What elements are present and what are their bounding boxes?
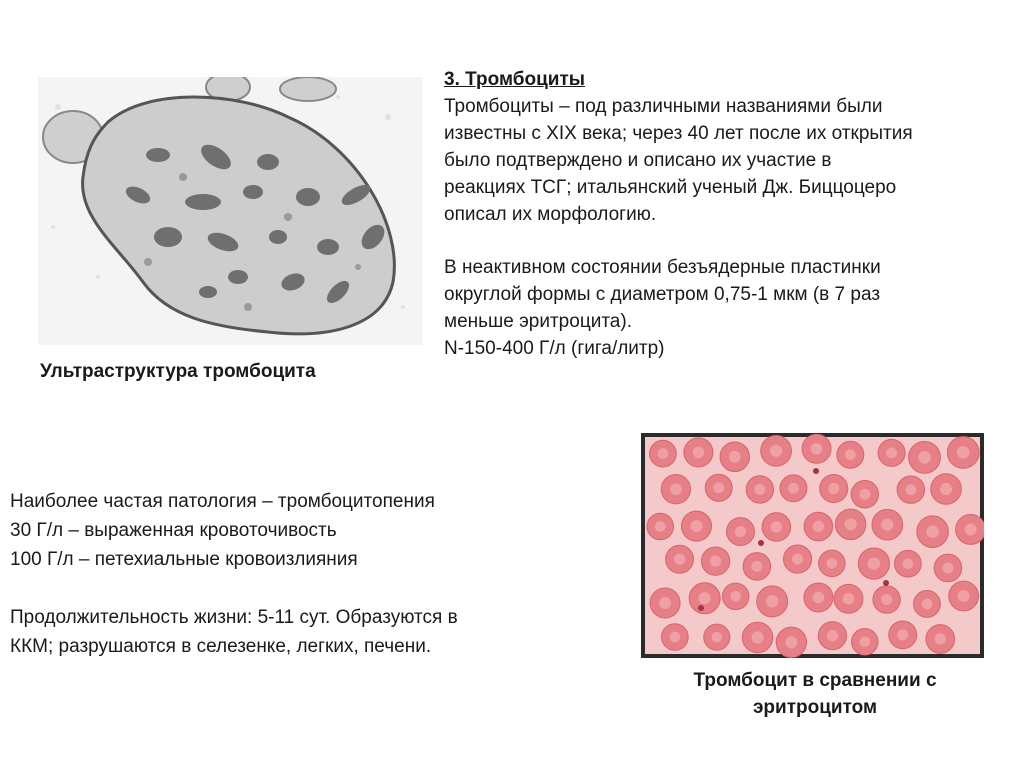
erythrocyte-center (751, 561, 762, 572)
erythrocyte-center (693, 447, 705, 459)
erythrocyte-center (828, 483, 839, 494)
erythrocyte-center (926, 525, 939, 538)
description-line: В неактивном состоянии безъядерные пластинки (444, 257, 881, 278)
erythrocyte-center (751, 631, 763, 643)
erythrocyte-center (729, 451, 741, 463)
erythrocyte-center (903, 558, 914, 569)
erythrocyte-center (659, 597, 671, 609)
erythrocyte-center (868, 557, 880, 569)
erythrocyte-center (881, 519, 893, 531)
platelet (813, 468, 819, 474)
description-line: меньше эритроцита). (444, 311, 632, 332)
intro-line: было подтверждено и описано их участие в (444, 150, 832, 171)
erythrocyte-center (922, 599, 933, 610)
erythrocyte-center (698, 592, 710, 604)
pathology-line: 30 Г/л – выраженная кровоточивость (10, 520, 337, 541)
erythrocyte-center (770, 445, 782, 457)
erythrocyte-center (958, 590, 970, 602)
erythrocyte-center (813, 592, 825, 604)
erythrocyte-center (674, 554, 685, 565)
erythrocyte-center (843, 593, 855, 605)
ultrastructure-caption: Ультраструктура тромбоцита (40, 361, 316, 382)
description-line: округлой формы с диаметром 0,75-1 мкм (в 7 раз (444, 284, 881, 305)
intro-line: описал их морфологию. (444, 204, 657, 225)
caption-line: Тромбоцит в сравнении с (693, 670, 937, 691)
erythrocyte-center (713, 482, 724, 493)
erythrocyte-center (940, 483, 952, 495)
platelet (883, 580, 889, 586)
erythrocyte-center (670, 632, 681, 643)
erythrocyte-center (766, 595, 778, 607)
section-heading: 3. Тромбоциты (444, 69, 586, 90)
erythrocyte-center (658, 448, 669, 459)
erythrocyte-center (845, 518, 857, 530)
clinical-notes (10, 487, 630, 661)
erythrocyte-center (918, 451, 931, 464)
erythrocyte-center (690, 520, 702, 532)
erythrocyte-center (845, 449, 856, 460)
erythrocyte-center (811, 443, 823, 455)
erythrocyte-center (827, 558, 838, 569)
erythrocyte-center (859, 637, 870, 648)
erythrocyte-center (942, 562, 953, 573)
erythrocyte-center (905, 484, 916, 495)
platelet-ultrastructure-image (38, 77, 423, 345)
erythrocyte-center (712, 632, 722, 642)
platelet-description (444, 66, 1024, 362)
intro-line: известны с XIX века; через 40 лет после их открытия (444, 123, 913, 144)
platelet (758, 540, 764, 546)
pathology-line: 100 Г/л – петехиальные кровоизлияния (10, 549, 358, 570)
lifespan-line: ККМ; разрушаются в селезенке, легких, печени. (10, 636, 432, 657)
pathology-line: Наиболее частая патология – тромбоцитопения (10, 491, 435, 512)
caption-line: эритроцитом (752, 697, 878, 718)
erythrocyte-center (859, 489, 870, 500)
erythrocyte-center (935, 633, 946, 644)
intro-line: реакциях ТСГ; итальянский ученый Дж. Биццоцеро (444, 177, 897, 198)
erythrocyte-center (813, 521, 824, 532)
erythrocyte-center (670, 483, 682, 495)
erythrocyte-center (957, 446, 970, 459)
erythrocyte-center (788, 483, 799, 494)
erythrocyte-center (827, 630, 838, 641)
lifespan-line: Продолжительность жизни: 5-11 сут. Образуются в (10, 607, 458, 628)
erythrocyte-center (710, 555, 721, 566)
erythrocyte-center (886, 447, 897, 458)
erythrocyte-center (785, 636, 797, 648)
platelet (698, 605, 704, 611)
erythrocyte-center (897, 629, 908, 640)
erythrocyte-center (735, 526, 746, 537)
intro-line: Тромбоциты – под различными названиями были (444, 96, 883, 117)
erythrocyte-center (965, 524, 977, 536)
erythrocyte-center (754, 484, 765, 495)
blood-smear-image (641, 433, 984, 658)
erythrocyte-center (881, 594, 892, 605)
erythrocyte-center (792, 553, 803, 564)
erythrocyte-center (730, 591, 741, 602)
erythrocyte-center (655, 521, 666, 532)
blood-smear-caption (660, 667, 970, 721)
reference-range: N-150-400 Г/л (гига/литр) (444, 338, 665, 359)
erythrocyte-center (771, 521, 782, 532)
